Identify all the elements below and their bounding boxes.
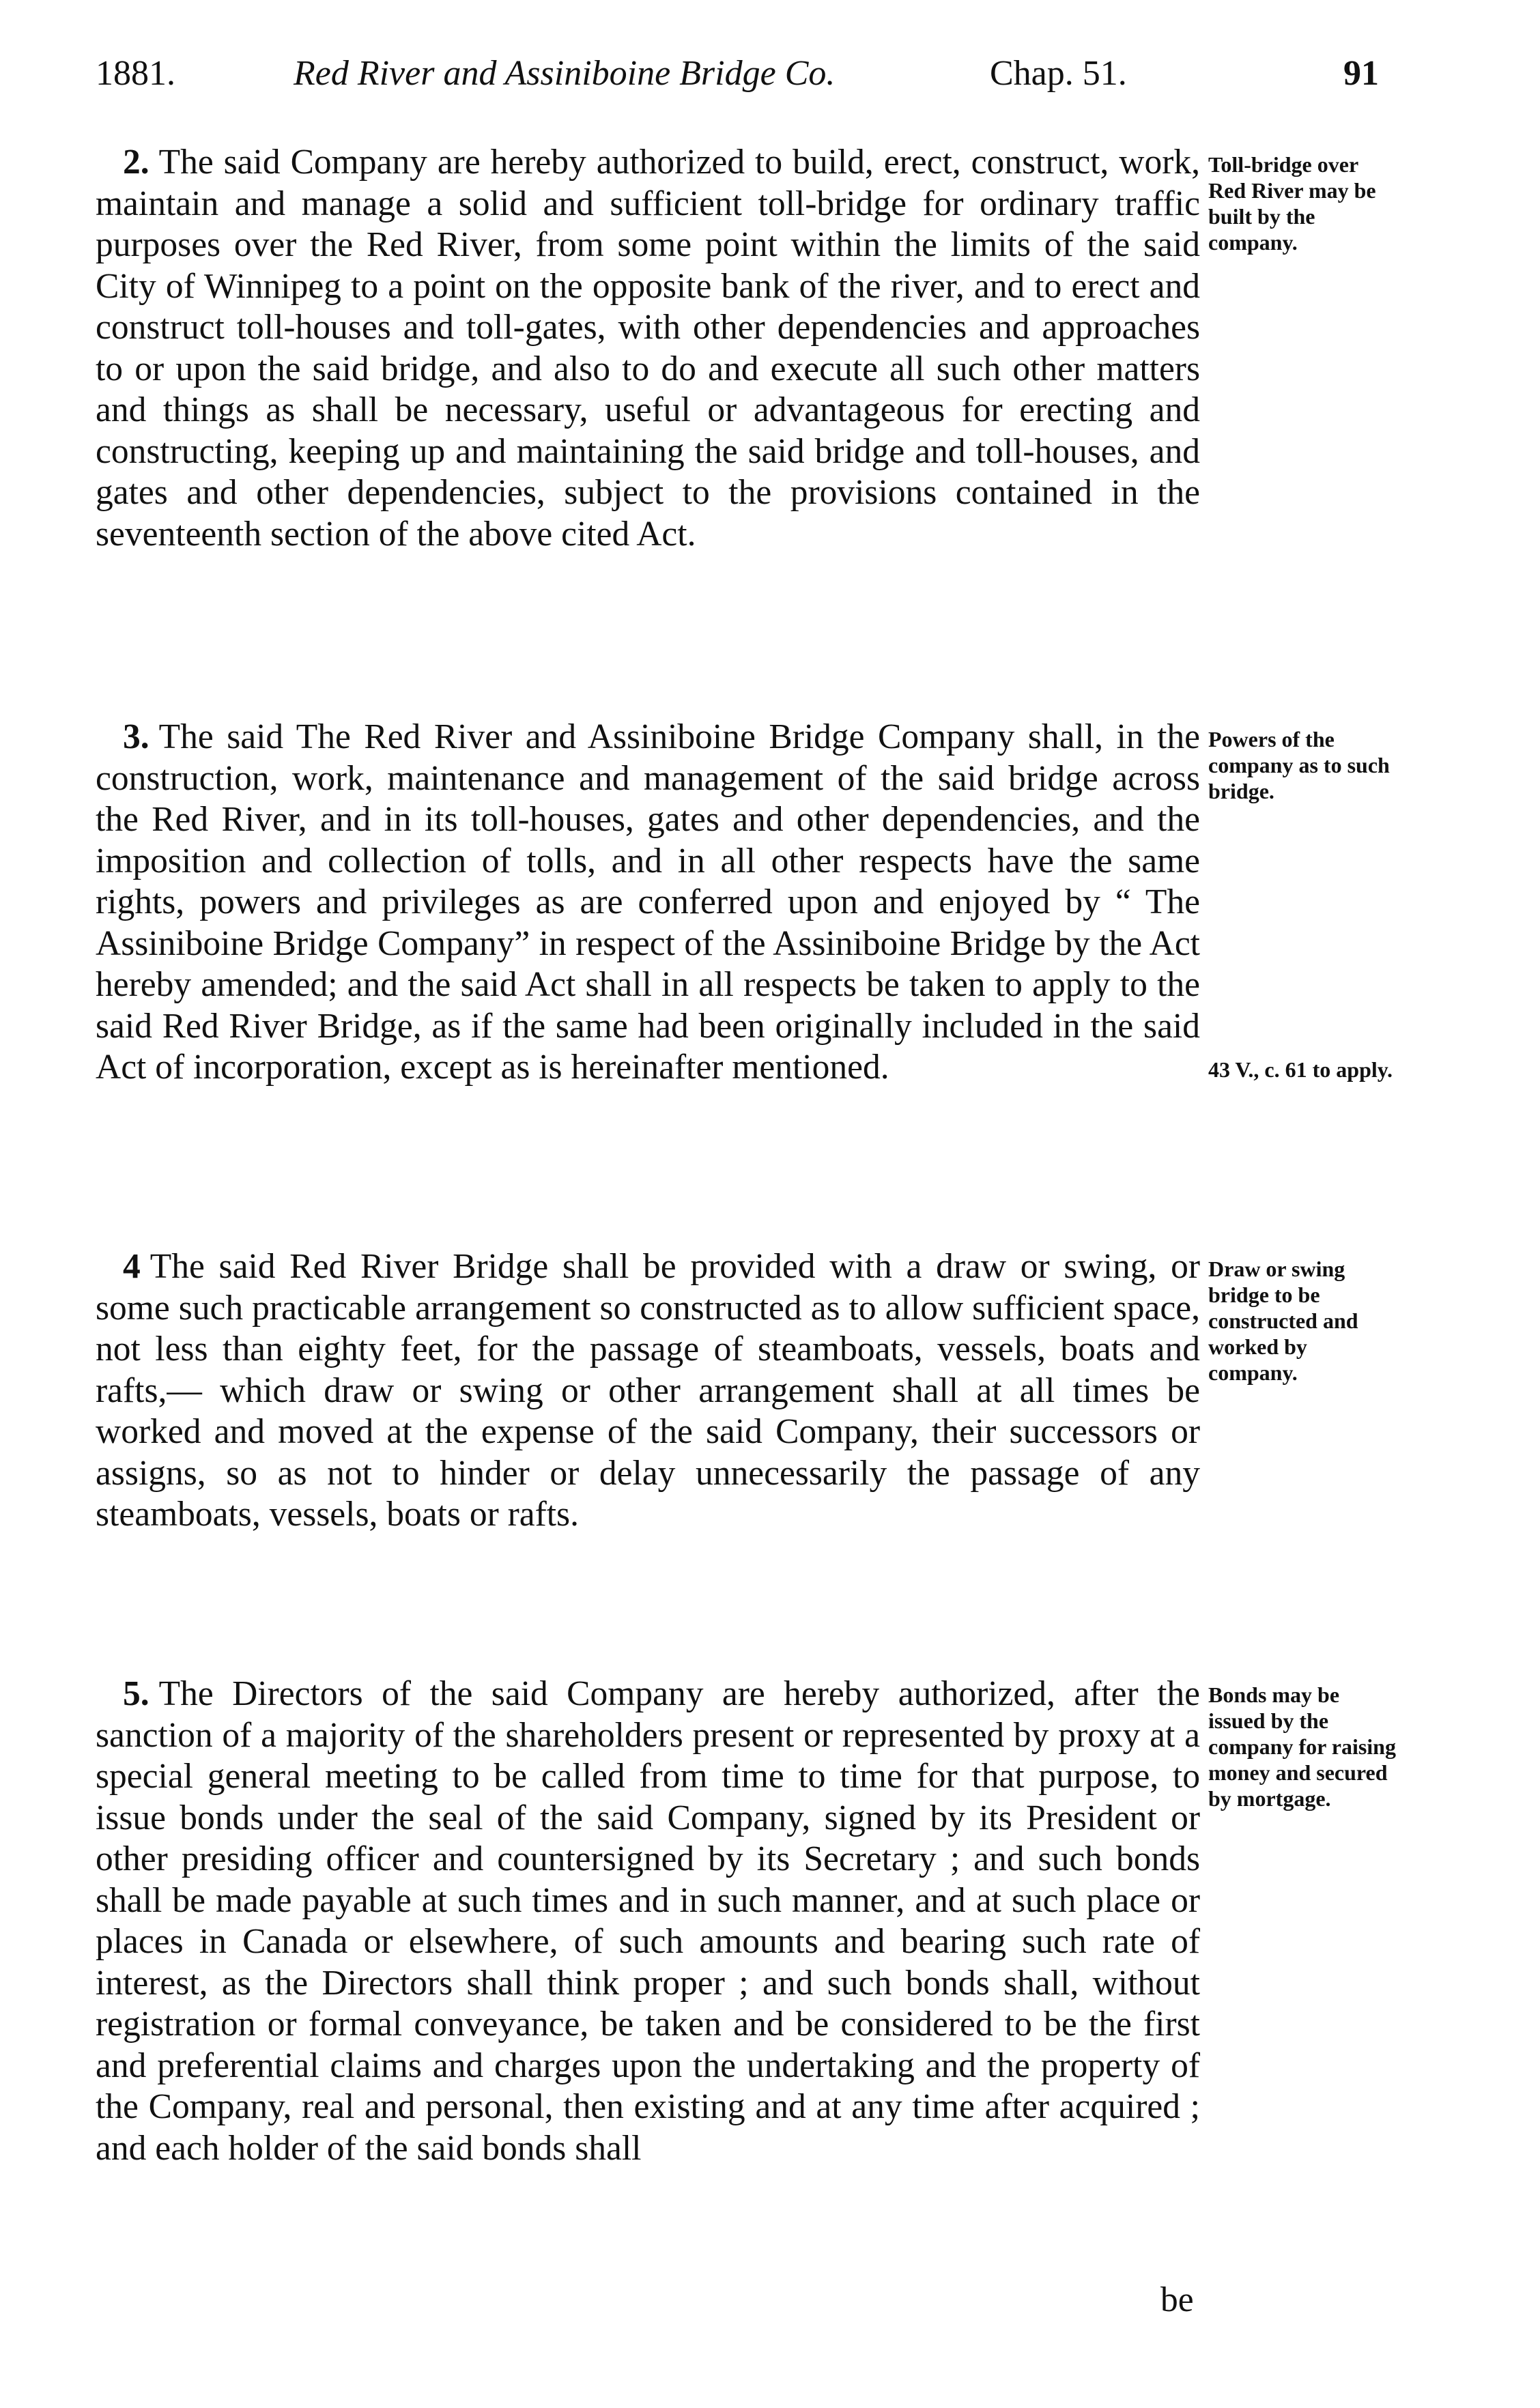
- catchword: be: [1160, 2280, 1194, 2319]
- header-title: Red River and Assiniboine Bridge Co.: [294, 54, 836, 93]
- margin-note-bonds: Bonds may be issued by the company for raising money and secured by mortgage.: [1208, 1682, 1396, 1811]
- page-number: 91: [1343, 54, 1379, 93]
- section-text: The Directors of the said Company are hereby authorized, after the sanction of a majority of the shareholders present or represented by proxy at a special general meeting to be called from time to time for that purpose, to issue bonds under the seal of the said Company, signed by its President or other presiding officer and countersigned by its Secretary ; and such bonds shall be made payable at such times and in such manner, and at such place or places in Canada or elsewhere, of such amounts and bearing such rate of interest, as the Directors shall think proper ; and such bonds shall, without registration or formal conveyance, be taken and be considered to be the first and preferential claims and charges upon the undertaking and the property of the Company, real and personal, then existing and at any time after acquired ; and each holder of the said bonds shall: [96, 1674, 1200, 2168]
- margin-note-toll-bridge: Toll-bridge over Red River may be built by the company.: [1208, 152, 1376, 255]
- margin-note-draw-bridge: Draw or swing bridge to be constructed and worked by company.: [1208, 1257, 1358, 1385]
- margin-note-powers: Powers of the company as to such bridge.: [1208, 727, 1390, 803]
- section-number: 4: [123, 1247, 141, 1286]
- section-3: [96, 717, 1200, 1089]
- section-5: [96, 1674, 1200, 2169]
- section-number: 2.: [123, 143, 149, 182]
- running-header: [96, 53, 1379, 108]
- margin-note-act-applies: 43 V., c. 61 to apply.: [1208, 1057, 1393, 1082]
- header-chapter: Chap. 51.: [990, 54, 1127, 93]
- section-text: The said The Red River and Assiniboine Bridge Company shall, in the construction, work, maintenance and management of the said bridge across the Red River, and in its toll-houses, gates and other dependencies, and the imposition and collection of tolls, and in all other respects have the same rights, powers and privileges as are conferred upon and enjoyed by “ The Assiniboine Bridge Company” in respect of the Assiniboine Bridge by the Act hereby amended; and the said Act shall in all respects be taken to apply to the said Red River Bridge, as if the same had been originally included in the said Act of incorporation, except as is hereinafter mentioned.: [96, 717, 1200, 1087]
- section-text: The said Company are hereby authorized to build, erect, construct, work, maintain and manage a solid and sufficient toll-bridge for ordinary traffic purposes over the Red River, from some point within the limits of the said City of Winnipeg to a point on the opposite bank of the river, and to erect and construct toll-houses and toll-gates, with other dependencies and approaches to or upon the said bridge, and also to do and execute all such other matters and things as shall be necessary, useful or advantageous for erecting and constructing, keeping up and maintaining the said bridge and toll-houses, and gates and other dependencies, subject to the provisions contained in the seventeenth section of the above cited Act.: [96, 143, 1200, 554]
- section-4: [96, 1246, 1200, 1536]
- section-number: 3.: [123, 717, 149, 756]
- section-number: 5.: [123, 1674, 149, 1713]
- header-year: 1881.: [96, 54, 175, 93]
- section-2: [96, 142, 1200, 555]
- section-text: The said Red River Bridge shall be provided with a draw or swing, or some such practicable arrangement so constructed as to allow sufficient space, not less than eighty feet, for the passage of steamboats, vessels, boats and rafts,— which draw or swing or other arrangement shall at all times be worked and moved at the expense of the said Company, their successors or assigns, so as not to hinder or delay unnecessarily the passage of any steamboats, vessels, boats or rafts.: [96, 1247, 1200, 1534]
